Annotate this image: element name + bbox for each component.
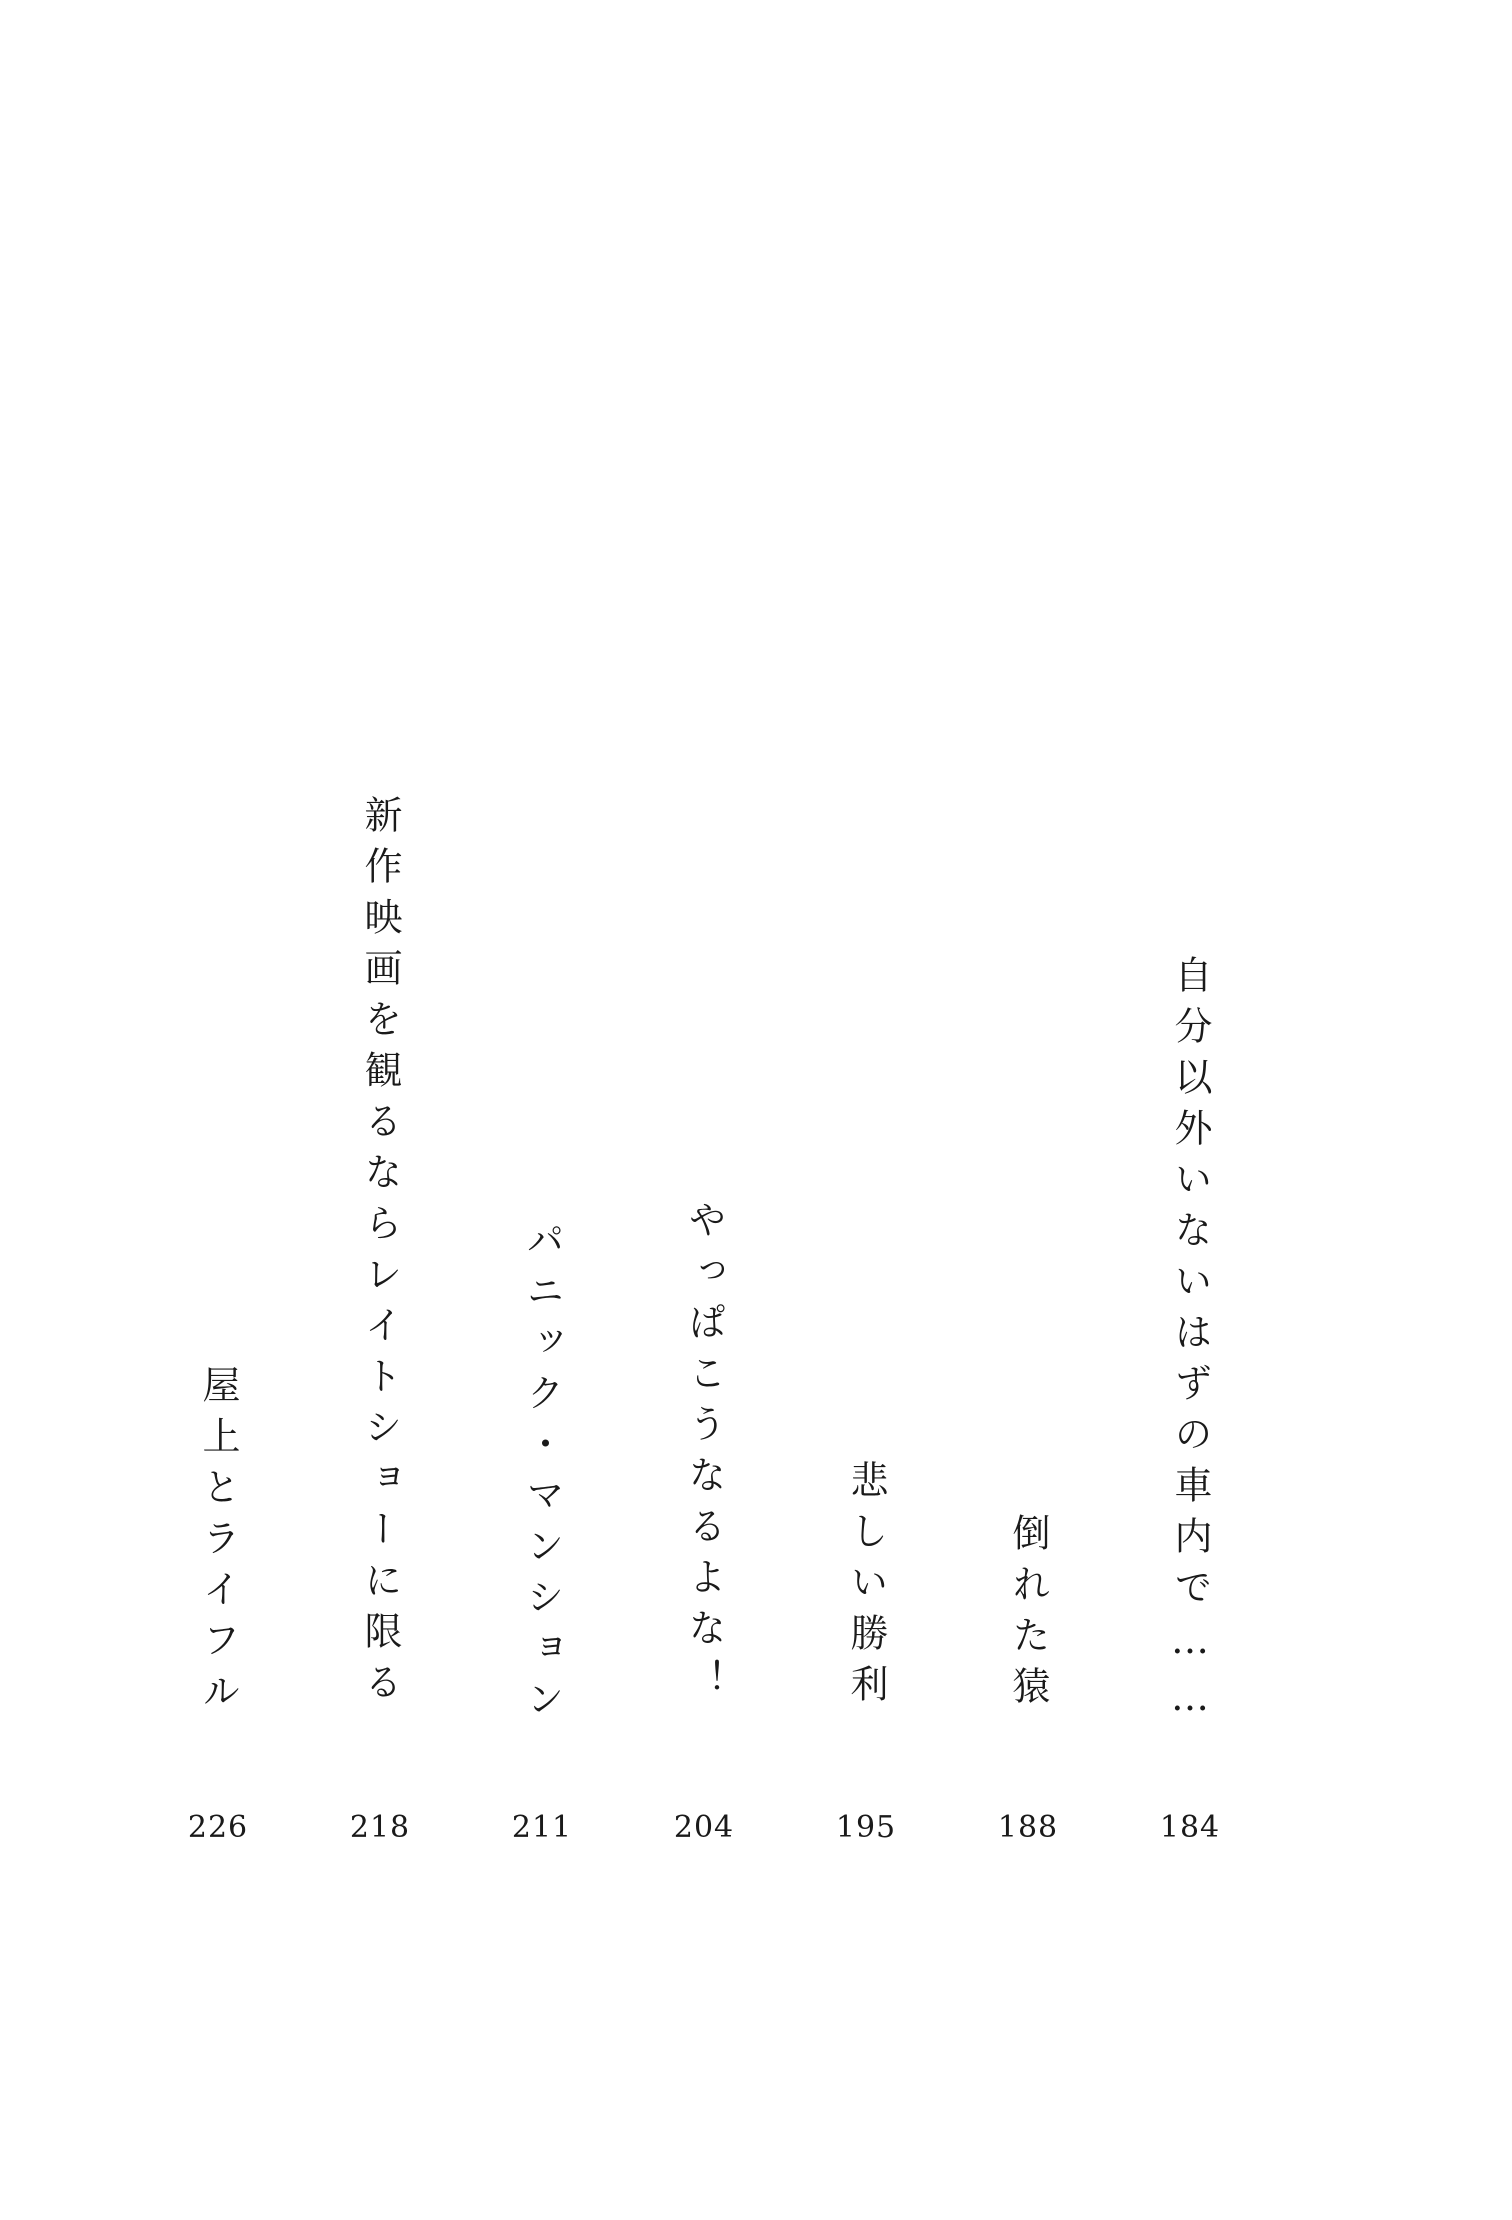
- toc-entry-page-number: 226: [187, 1810, 249, 1845]
- toc-entry-page-number: 188: [997, 1810, 1059, 1845]
- toc-entry-title: 屋上とライフル: [196, 1365, 240, 1722]
- toc-entry-page-number: 218: [349, 1810, 411, 1845]
- toc-entry-title: やっぱこうなるよな！: [682, 1200, 726, 1710]
- toc-entry-page-number: 204: [673, 1810, 735, 1845]
- toc-entry-title: 自分以外いないはずの車内で……: [1168, 955, 1212, 1732]
- toc-entry-page-number: 211: [511, 1810, 573, 1845]
- toc-entry-title: 新作映画を観るならレイトショーに限る: [358, 795, 402, 1713]
- toc-entry-title: パニック・マンション: [520, 1220, 564, 1730]
- toc-entry-title: 悲しい勝利: [844, 1460, 888, 1715]
- toc-entry-page-number: 195: [835, 1810, 897, 1845]
- toc-entry-title: 倒れた猿: [1006, 1513, 1050, 1717]
- toc-entry-page-number: 184: [1159, 1810, 1221, 1845]
